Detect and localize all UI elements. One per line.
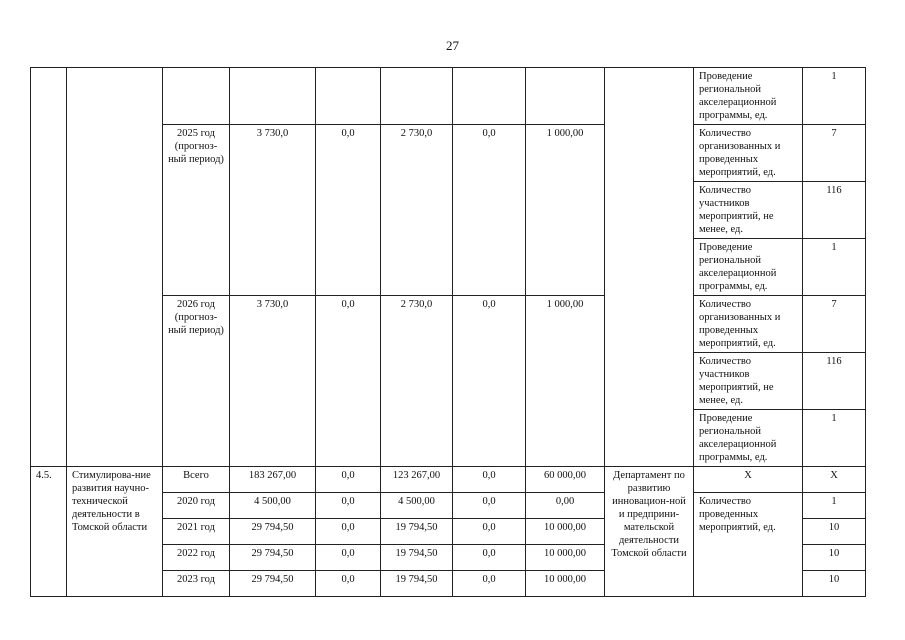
table-row: [31, 68, 866, 125]
amount-cell: 19 794,50: [381, 571, 453, 597]
empty-cell: [31, 68, 67, 467]
indicator-value: 10: [803, 519, 866, 545]
year-cell: 2020 год: [163, 493, 230, 519]
amount-cell: 10 000,00: [526, 545, 605, 571]
total-cell: 4 500,00: [230, 493, 316, 519]
section-number: 4.5.: [31, 467, 67, 597]
indicator-value: 7: [803, 296, 866, 353]
year-cell: 2022 год: [163, 545, 230, 571]
amount-cell: 0,0: [316, 493, 381, 519]
amount-cell: 2 730,0: [381, 125, 453, 296]
amount-cell: 0,0: [316, 545, 381, 571]
empty-cell: [381, 68, 453, 125]
amount-cell: 0,0: [453, 571, 526, 597]
indicator-cell: Количество организованных и проведенных мероприятий, ед.: [694, 125, 803, 182]
amount-cell: 123 267,00: [381, 467, 453, 493]
indicator-value: 1: [803, 493, 866, 519]
empty-cell: [67, 68, 163, 467]
amount-cell: 10 000,00: [526, 519, 605, 545]
total-cell: 3 730,0: [230, 296, 316, 467]
table-row: [31, 467, 866, 493]
amount-cell: 0,0: [453, 296, 526, 467]
amount-cell: 4 500,00: [381, 493, 453, 519]
amount-cell: 0,0: [453, 467, 526, 493]
empty-cell: [230, 68, 316, 125]
amount-cell: 0,0: [316, 571, 381, 597]
total-cell: 29 794,50: [230, 571, 316, 597]
amount-cell: 0,00: [526, 493, 605, 519]
amount-cell: 19 794,50: [381, 519, 453, 545]
year-cell: Всего: [163, 467, 230, 493]
program-table: [30, 67, 866, 597]
amount-cell: 10 000,00: [526, 571, 605, 597]
indicator-cell: Количество участников мероприятий, не менее, ед.: [694, 182, 803, 239]
amount-cell: 19 794,50: [381, 545, 453, 571]
empty-cell: [605, 68, 694, 467]
total-cell: 3 730,0: [230, 125, 316, 296]
amount-cell: 0,0: [453, 493, 526, 519]
amount-cell: 0,0: [316, 467, 381, 493]
year-cell: 2023 год: [163, 571, 230, 597]
empty-cell: [526, 68, 605, 125]
indicator-value: 116: [803, 182, 866, 239]
year-cell: 2025 год (прогноз-ный период): [163, 125, 230, 296]
indicator-value: 1: [803, 410, 866, 467]
indicator-cell: X: [694, 467, 803, 493]
indicator-value: 116: [803, 353, 866, 410]
year-cell: 2021 год: [163, 519, 230, 545]
indicator-value: 1: [803, 68, 866, 125]
year-cell: 2026 год (прогноз-ный период): [163, 296, 230, 467]
indicator-cell: Проведение региональной акселерационной программы, ед.: [694, 239, 803, 296]
total-cell: 183 267,00: [230, 467, 316, 493]
amount-cell: 60 000,00: [526, 467, 605, 493]
indicator-value: 1: [803, 239, 866, 296]
amount-cell: 0,0: [453, 125, 526, 296]
indicator-value: X: [803, 467, 866, 493]
amount-cell: 1 000,00: [526, 296, 605, 467]
indicator-cell: Количество проведенных мероприятий, ед.: [694, 493, 803, 597]
amount-cell: 0,0: [316, 296, 381, 467]
amount-cell: 0,0: [316, 519, 381, 545]
amount-cell: 0,0: [453, 545, 526, 571]
amount-cell: 0,0: [316, 125, 381, 296]
amount-cell: 0,0: [453, 519, 526, 545]
amount-cell: 2 730,0: [381, 296, 453, 467]
empty-cell: [316, 68, 381, 125]
total-cell: 29 794,50: [230, 545, 316, 571]
total-cell: 29 794,50: [230, 519, 316, 545]
page-number: 27: [446, 38, 459, 53]
indicator-cell: Проведение региональной акселерационной программы, ед.: [694, 68, 803, 125]
indicator-value: 7: [803, 125, 866, 182]
empty-cell: [453, 68, 526, 125]
amount-cell: 1 000,00: [526, 125, 605, 296]
indicator-value: 10: [803, 545, 866, 571]
indicator-value: 10: [803, 571, 866, 597]
executor-cell: Департамент по развитию инновацион-ной и предприни-мательской деятельности Томской области: [605, 467, 694, 597]
section-title: Стимулирова-ние развития научно-технической деятельности в Томской области: [67, 467, 163, 597]
indicator-cell: Количество организованных и проведенных мероприятий, ед.: [694, 296, 803, 353]
indicator-cell: Проведение региональной акселерационной программы, ед.: [694, 410, 803, 467]
indicator-cell: Количество участников мероприятий, не менее, ед.: [694, 353, 803, 410]
empty-cell: [163, 68, 230, 125]
